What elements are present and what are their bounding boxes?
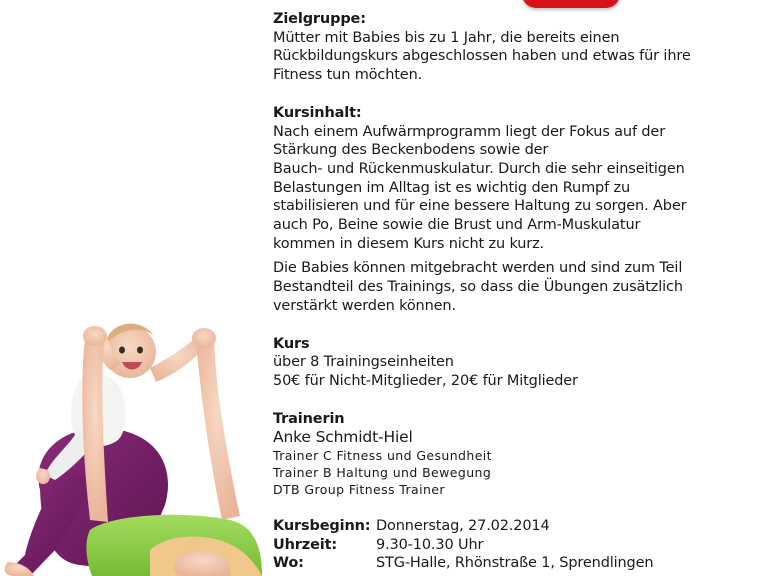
kursinhalt-line: stabilisieren und für eine bessere Haltung zu sorgen. Aber xyxy=(273,198,687,215)
red-header-tab xyxy=(522,0,620,8)
kurs-line: 50€ für Nicht-Mitglieder, 20€ für Mitglieder xyxy=(273,372,578,389)
trainer-qualification: Trainer B Haltung und Bewegung xyxy=(273,465,492,481)
trainerin-heading: Trainerin xyxy=(273,410,345,427)
zielgruppe-line: Fitness tun möchten. xyxy=(273,67,423,84)
detail-row-kursbeginn xyxy=(273,517,743,536)
kursinhalt-line: kommen in diesem Kurs nicht zu kurz. xyxy=(273,235,545,252)
course-description xyxy=(273,10,743,573)
mother-baby-exercise-illustration xyxy=(0,300,268,576)
zielgruppe-line: Rückbildungskurs abgeschlossen haben und etwas für ihre xyxy=(273,48,691,65)
detail-value: 9.30-10.30 Uhr xyxy=(376,536,484,553)
kursinhalt-line: Nach einem Aufwärmprogramm liegt der Fokus auf der xyxy=(273,123,666,140)
detail-label: Uhrzeit: xyxy=(273,536,338,553)
trainer-qualification: DTB Group Fitness Trainer xyxy=(273,482,445,498)
detail-label: Wo: xyxy=(273,555,304,572)
kurs-heading: Kurs xyxy=(273,335,310,352)
zielgruppe-line: Mütter mit Babies bis zu 1 Jahr, die bereits einen xyxy=(273,29,620,46)
trainer-name: Anke Schmidt-Hiel xyxy=(273,428,413,447)
detail-value: STG-Halle, Rhönstraße 1, Sprendlingen xyxy=(376,555,654,572)
kursinhalt-line: Belastungen im Alltag ist es wichtig den Rumpf zu xyxy=(273,179,631,196)
kursinhalt-line: Bestandteil des Trainings, so dass die Übungen zusätzlich xyxy=(273,279,683,296)
kurs-line: über 8 Trainingseinheiten xyxy=(273,354,454,371)
kursinhalt-line: Die Babies können mitgebracht werden und sind zum Teil xyxy=(273,260,683,277)
kursinhalt-line: auch Po, Beine sowie die Brust und Arm-Muskulatur xyxy=(273,217,641,234)
kursinhalt-line: verstärkt werden können. xyxy=(273,297,456,314)
zielgruppe-heading: Zielgruppe: xyxy=(273,11,366,27)
detail-row-wo xyxy=(273,554,743,573)
detail-label: Kursbeginn: xyxy=(273,518,371,535)
detail-value: Donnerstag, 27.02.2014 xyxy=(376,518,550,535)
kursinhalt-line: Bauch- und Rückenmuskulatur. Durch die sehr einseitigen xyxy=(273,160,685,177)
detail-row-uhrzeit xyxy=(273,536,743,555)
kursinhalt-heading: Kursinhalt: xyxy=(273,104,362,121)
trainer-qualification: Trainer C Fitness und Gesundheit xyxy=(273,448,492,464)
kursinhalt-line: Stärkung des Beckenbodens sowie der xyxy=(273,142,549,159)
